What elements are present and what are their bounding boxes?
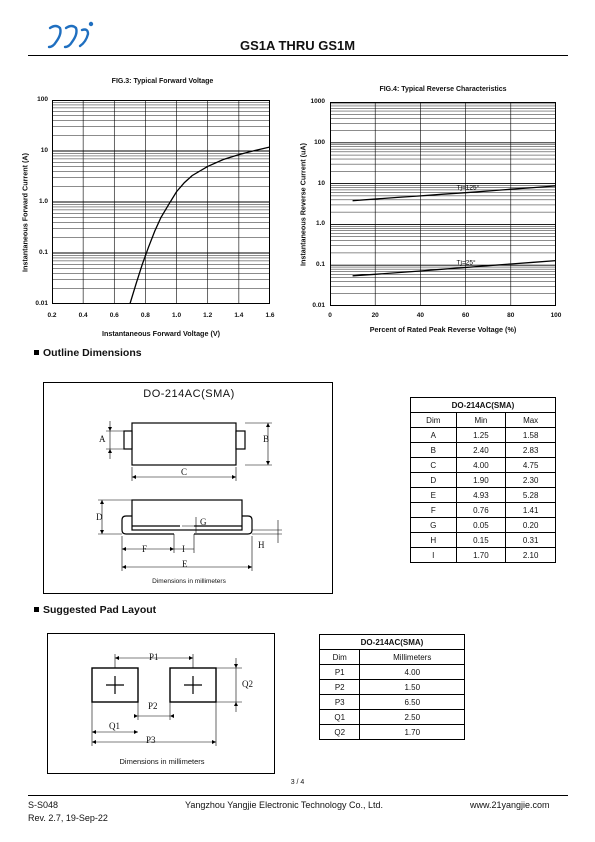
fig4-y-tick-label: 10 [317,179,325,187]
table-cell: 1.58 [506,428,556,443]
company-website: www.21yangjie.com [470,800,550,810]
table-cell: 1.90 [456,473,506,488]
fig4-x-tick-label: 100 [550,312,562,319]
table-cell: 2.10 [506,548,556,563]
series-label-1: Tj=25° [456,259,476,267]
dim-label-d: D [96,512,103,522]
footer-rule [28,795,568,796]
table-row [320,680,465,695]
pad-label-p3: P3 [146,735,156,745]
pad-label-p2: P2 [148,701,158,711]
table-cell: 0.20 [506,518,556,533]
table-cell: D [411,473,457,488]
outline-table-col-header: Dim [411,413,457,428]
table-cell: 1.41 [506,503,556,518]
dim-label-c: C [181,467,188,477]
fig4-y-tick-label: 100 [314,138,325,146]
table-cell: E [411,488,457,503]
fig3-x-axis-label: Instantaneous Forward Voltage (V) [101,329,221,338]
bullet-square-icon [34,350,39,355]
table-cell: 1.70 [360,725,465,740]
dim-label-i: I [182,544,185,554]
table-cell: 4.75 [506,458,556,473]
dim-label-f: F [142,544,148,554]
pad-heading [34,604,156,616]
fig3-x-tick-label: 1.6 [265,312,275,319]
fig4-plot [330,102,556,306]
table-cell: 5.28 [506,488,556,503]
fig4-y-tick-label: 0.1 [315,261,325,269]
pad-label-p1: P1 [149,652,159,662]
table-cell: 1.50 [360,680,465,695]
table-row [411,533,556,548]
fig3-x-tick-label: 0.4 [78,312,88,319]
table-row [411,443,556,458]
fig4-x-tick-label: 20 [371,312,379,319]
fig3-x-tick-label: 1.4 [234,312,244,319]
pad-dimensions-table [319,634,465,740]
table-cell: H [411,533,457,548]
fig3-title: FIG.3: Typical Forward Voltage [111,78,214,85]
outline-package-name: DO-214AC(SMA) [143,388,235,400]
table-row [411,458,556,473]
table-cell: 4.00 [456,458,506,473]
dim-label-h: H [258,540,265,550]
series-line-0 [353,186,556,201]
header-rule [28,55,568,56]
pad-table-col-header: Millimeters [360,650,465,665]
table-cell: I [411,548,457,563]
dim-label-g: G [200,517,207,527]
table-cell: F [411,503,457,518]
table-cell: 1.70 [456,548,506,563]
fig3-x-tick-label: 0.2 [47,312,57,319]
fig4-y-axis-label: Instantaneous Reverse Current (uA) [298,143,308,267]
fig3-x-tick-label: 0.6 [109,312,119,319]
table-row [411,503,556,518]
pad-units-note: Dimensions in millimeters [119,757,205,766]
outline-table-col-header: Max [506,413,556,428]
pad-heading-text: Suggested Pad Layout [43,604,157,616]
fig4-x-tick-label: 60 [461,312,470,319]
table-row [411,548,556,563]
pad-label-q1: Q1 [109,721,120,731]
table-cell: 2.40 [456,443,506,458]
table-cell: 6.50 [360,695,465,710]
table-cell: Q1 [320,710,360,725]
pad-drawing-frame [47,633,275,774]
table-row [411,428,556,443]
table-row [320,695,465,710]
table-cell: 0.15 [456,533,506,548]
fig4-title: FIG.4: Typical Reverse Characteristics [379,86,507,93]
fig4-y-tick-label: 0.01 [312,302,325,309]
fig3-plot [52,100,270,304]
series-line-0 [130,147,270,304]
outline-table-title: DO-214AC(SMA) [411,398,556,413]
table-cell: 0.31 [506,533,556,548]
table-cell: P3 [320,695,360,710]
pad-label-q2: Q2 [242,679,253,689]
outline-heading-text: Outline Dimensions [43,347,142,359]
table-row [411,518,556,533]
document-code: S-S048 [28,800,59,810]
dim-label-b: B [263,434,270,444]
fig4-x-axis-label: Percent of Rated Peak Reverse Voltage (%) [369,325,517,334]
table-cell: B [411,443,457,458]
fig3-y-tick-label: 1.0 [38,198,48,205]
page-number: 3 / 4 [290,779,305,786]
fig4-x-tick-label: 80 [507,312,515,319]
table-row [320,710,465,725]
fig4-x-tick-label: 40 [416,312,424,319]
fig3-y-tick-label: 0.01 [35,300,48,307]
table-cell: 1.25 [456,428,506,443]
pad-drawing [48,634,276,775]
fig3-y-tick-label: 0.1 [38,249,48,256]
outline-table-col-header: Min [456,413,506,428]
dim-label-a: A [99,434,106,444]
outline-heading [34,347,142,359]
table-cell: A [411,428,457,443]
table-cell: 2.50 [360,710,465,725]
company-name: Yangzhou Yangjie Electronic Technology Co., Ltd. [185,800,383,810]
fig3-x-tick-label: 1.2 [203,312,213,319]
bullet-square-icon [34,607,39,612]
table-cell: 4.00 [360,665,465,680]
table-cell: P2 [320,680,360,695]
table-cell: P1 [320,665,360,680]
table-row [411,473,556,488]
dim-label-e: E [182,559,188,569]
table-cell: 0.76 [456,503,506,518]
revision-info: Rev. 2.7, 19-Sep-22 [28,813,108,823]
pad-table-title: DO-214AC(SMA) [320,635,465,650]
table-cell: 4.93 [456,488,506,503]
fig4-y-tick-label: 1.0 [315,220,325,228]
table-cell: Q2 [320,725,360,740]
page-title: GS1A THRU GS1M [239,38,356,53]
table-row [320,725,465,740]
table-cell: 2.30 [506,473,556,488]
table-cell: 2.83 [506,443,556,458]
fig3-y-tick-label: 10 [40,147,48,154]
series-line-1 [353,261,556,276]
outline-drawing-frame [43,382,333,594]
fig3-y-axis-label: Instantaneous Forward Current (A) [20,153,30,273]
fig3-y-tick-label: 100 [37,96,48,103]
series-label-0: Tj=125° [456,184,480,192]
pad-table-col-header: Dim [320,650,360,665]
table-cell: C [411,458,457,473]
table-row [411,488,556,503]
table-cell: 0.05 [456,518,506,533]
table-row [320,665,465,680]
fig3-x-tick-label: 0.8 [140,312,150,319]
table-cell: G [411,518,457,533]
outline-drawing [44,383,334,595]
fig4-x-tick-label: 0 [328,312,332,319]
fig3-x-tick-label: 1.0 [172,312,182,319]
outline-dimensions-table [410,397,556,563]
outline-units-note: Dimensions in millimeters [152,578,226,585]
fig4-y-tick-label: 1000 [310,98,325,105]
